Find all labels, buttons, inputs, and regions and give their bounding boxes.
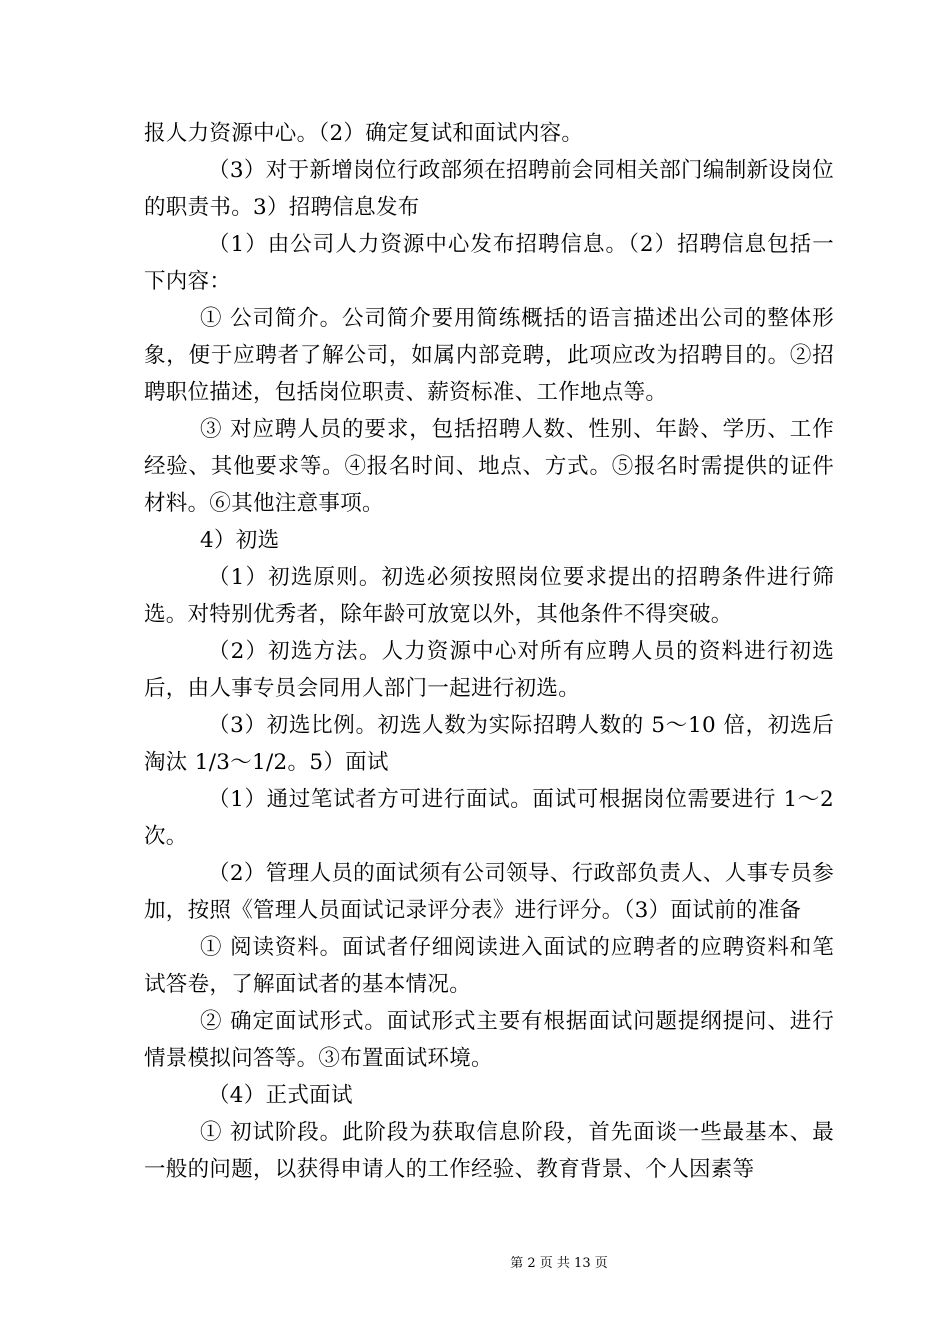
paragraph-7: （1）初选原则。初选必须按照岗位要求提出的招聘条件进行筛选。对特别优秀者，除年龄可放宽以外，其他条件不得突破。: [144, 565, 834, 627]
paragraph-11: （2）管理人员的面试须有公司领导、行政部负责人、人事专员参加，按照《管理人员面试记录评分表》进行评分。（3）面试前的准备: [144, 861, 834, 923]
paragraph-5: ③ 对应聘人员的要求，包括招聘人数、性别、年龄、学历、工作经验、其他要求等。④报名时间、地点、方式。⑤报名时需提供的证件材料。⑥其他注意事项。: [144, 417, 834, 516]
paragraph-9: （3）初选比例。初选人数为实际招聘人数的 5～10 倍，初选后淘汰 1/3～1/2。5）面试: [144, 713, 834, 775]
paragraph-14: （4）正式面试: [208, 1083, 353, 1108]
paragraph-3: （1）由公司人力资源中心发布招聘信息。（2）招聘信息包括一下内容：: [144, 232, 834, 294]
paragraph-12: ① 阅读资料。面试者仔细阅读进入面试的应聘者的应聘资料和笔试答卷，了解面试者的基本情况。: [144, 935, 834, 997]
paragraph-4: ① 公司简介。公司简介要用简练概括的语言描述出公司的整体形象，便于应聘者了解公司，如属内部竞聘，此项应改为招聘目的。②招聘职位描述，包括岗位职责、薪资标准、工作地点等。: [144, 306, 834, 405]
paragraph-6: 4）初选: [200, 528, 280, 553]
paragraph-10: （1）通过笔试者方可进行面试。面试可根据岗位需要进行 1～2 次。: [144, 787, 834, 849]
paragraph-13: ② 确定面试形式。面试形式主要有根据面试问题提纲提问、进行情景模拟问答等。③布置面试环境。: [144, 1009, 834, 1071]
paragraph-15: ① 初试阶段。此阶段为获取信息阶段，首先面谈一些最基本、最一般的问题，以获得申请人的工作经验、教育背景、个人因素等: [144, 1120, 834, 1182]
page-number-footer: 第 2 页 共 13 页: [510, 1256, 608, 1271]
paragraph-2: （3）对于新增岗位行政部须在招聘前会同相关部门编制新设岗位的职责书。3）招聘信息发布: [144, 158, 834, 220]
paragraph-8: （2）初选方法。人力资源中心对所有应聘人员的资料进行初选后，由人事专员会同用人部门一起进行初选。: [144, 639, 834, 701]
paragraph-1: 报人力资源中心。（2）确定复试和面试内容。: [144, 121, 584, 146]
document-body: [144, 115, 834, 1188]
